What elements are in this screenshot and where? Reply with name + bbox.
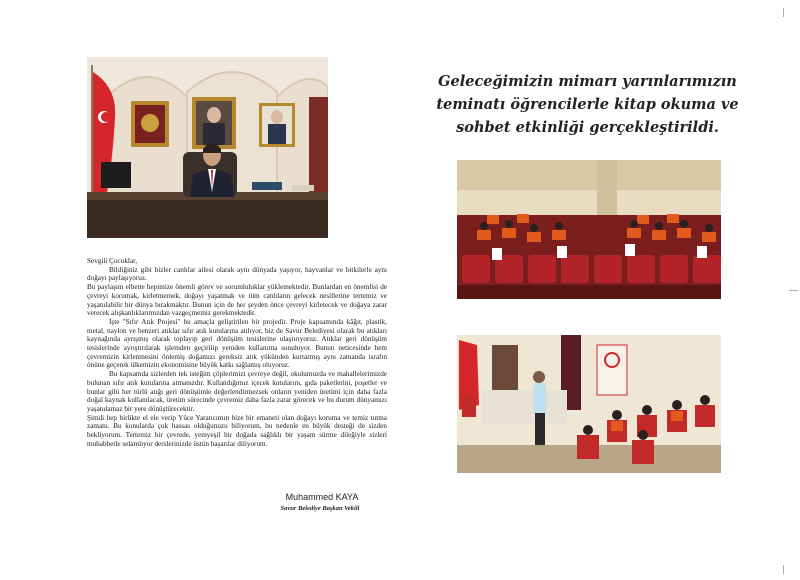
crop-mark [789, 290, 798, 291]
letter-paragraph: Bildiğiniz gibi bizler canlılar ailesi olarak aynı dünyada yaşıyor, hayvanlar ve bitkilerle aynı doğayı paylaşıyoruz. [87, 265, 387, 283]
crop-mark [783, 8, 784, 17]
auditorium-students-photo [457, 160, 721, 299]
signature-name: Muhammed KAYA [285, 492, 359, 502]
letter-paragraph: Şimdi hep birlikte el ele verip Yüce Yaratıcımın bize bir emaneti olan doğayı koruma ve temiz tutma zamanı. Bu konularda çok hassas olduğunuzu biliyorum, bu nedenle en büyük desteği de sizden bekliyorum. Tertemiz bir çevrede, yemyeşil bir doğada sağlıklı bir yaşam sürme dileğiyle sizleri muhabbetle selamlıyor derslerinizde üstün başarılar diliyorum. [87, 413, 387, 448]
classroom-talk-photo [457, 335, 721, 473]
letter-paragraph: Bu kapsamda sizlerden tek isteğim çöplerimizi çevreye değil, okulumuzda ve mahallelerimizde bulunan sıfır atık kutularına atmanızdır. Kullandığımız içecek kutularını, gıda paketlerini, poşetler ve bunlar gibi her türlü atığı geri dönüşümle değerlendirmezsek onların yeniden üretimi için daha fazla doğal kaynak kullanılacak, üretim sürecinde çevremiz daha fazla zarar görecek ve bu durum dünyamızı yaşanılamaz bir yere dönüştürecektir. [87, 370, 387, 413]
signature-title: Savur Belediye Başkan Vekili [280, 505, 360, 512]
letter-paragraph: Bu paylaşım elbette hepimize önemli görev ve sorumluluklar yüklemektedir. Bunlardan en önemlisi de çevreyi korumak, kirletmemek, doğayı yaşatmak ve tüm canlıların gelecek nesillerine tertemiz ve yaşanılabilir bir dünya bırakmaktır. Bunun için de her şeyden önce çevreyi kirletecek ve doğaya zarar verecek alışkanlıklarımızdan vazgeçmemiz gerekmektedir. [87, 283, 387, 318]
crop-mark [783, 565, 784, 574]
letter-salutation: Sevgili Çocuklar, [87, 257, 138, 265]
official-portrait-photo [87, 57, 328, 238]
page-headline: Geleceğimizin mimarı yarınlarımızın teminatı öğrencilerle kitap okuma ve sohbet etkinliği gerçekleştirildi. [436, 73, 739, 136]
letter-body [87, 257, 387, 448]
letter-paragraph: İşte "Sıfır Atık Projesi" bu amaçla geliştirilen bir projedir. Proje kapsamında kâğıt, plastik, metal, naylon ve benzeri atıklar sıfır atık kutularına atılıyor, biz de Savur Belediyesi olarak bu atıkları kaynağında ayrışmış olarak toplayıp geri dönüşüm tesislerine ulaştırıyoruz. Atıklar geri dönüşüm tesislerinde ayrıştırılarak işlemden geçirilip yeniden kullanıma sunuluyor. Bunun neticesinde hem çevremizin kirlenmesini önlemiş doğamızı gereksiz atık yükünden kurtarmış aynı zamanda israfın önüne geçerek ülkemizin ekonomisine büyük katkı sağlamış oluyoruz. [87, 317, 387, 370]
